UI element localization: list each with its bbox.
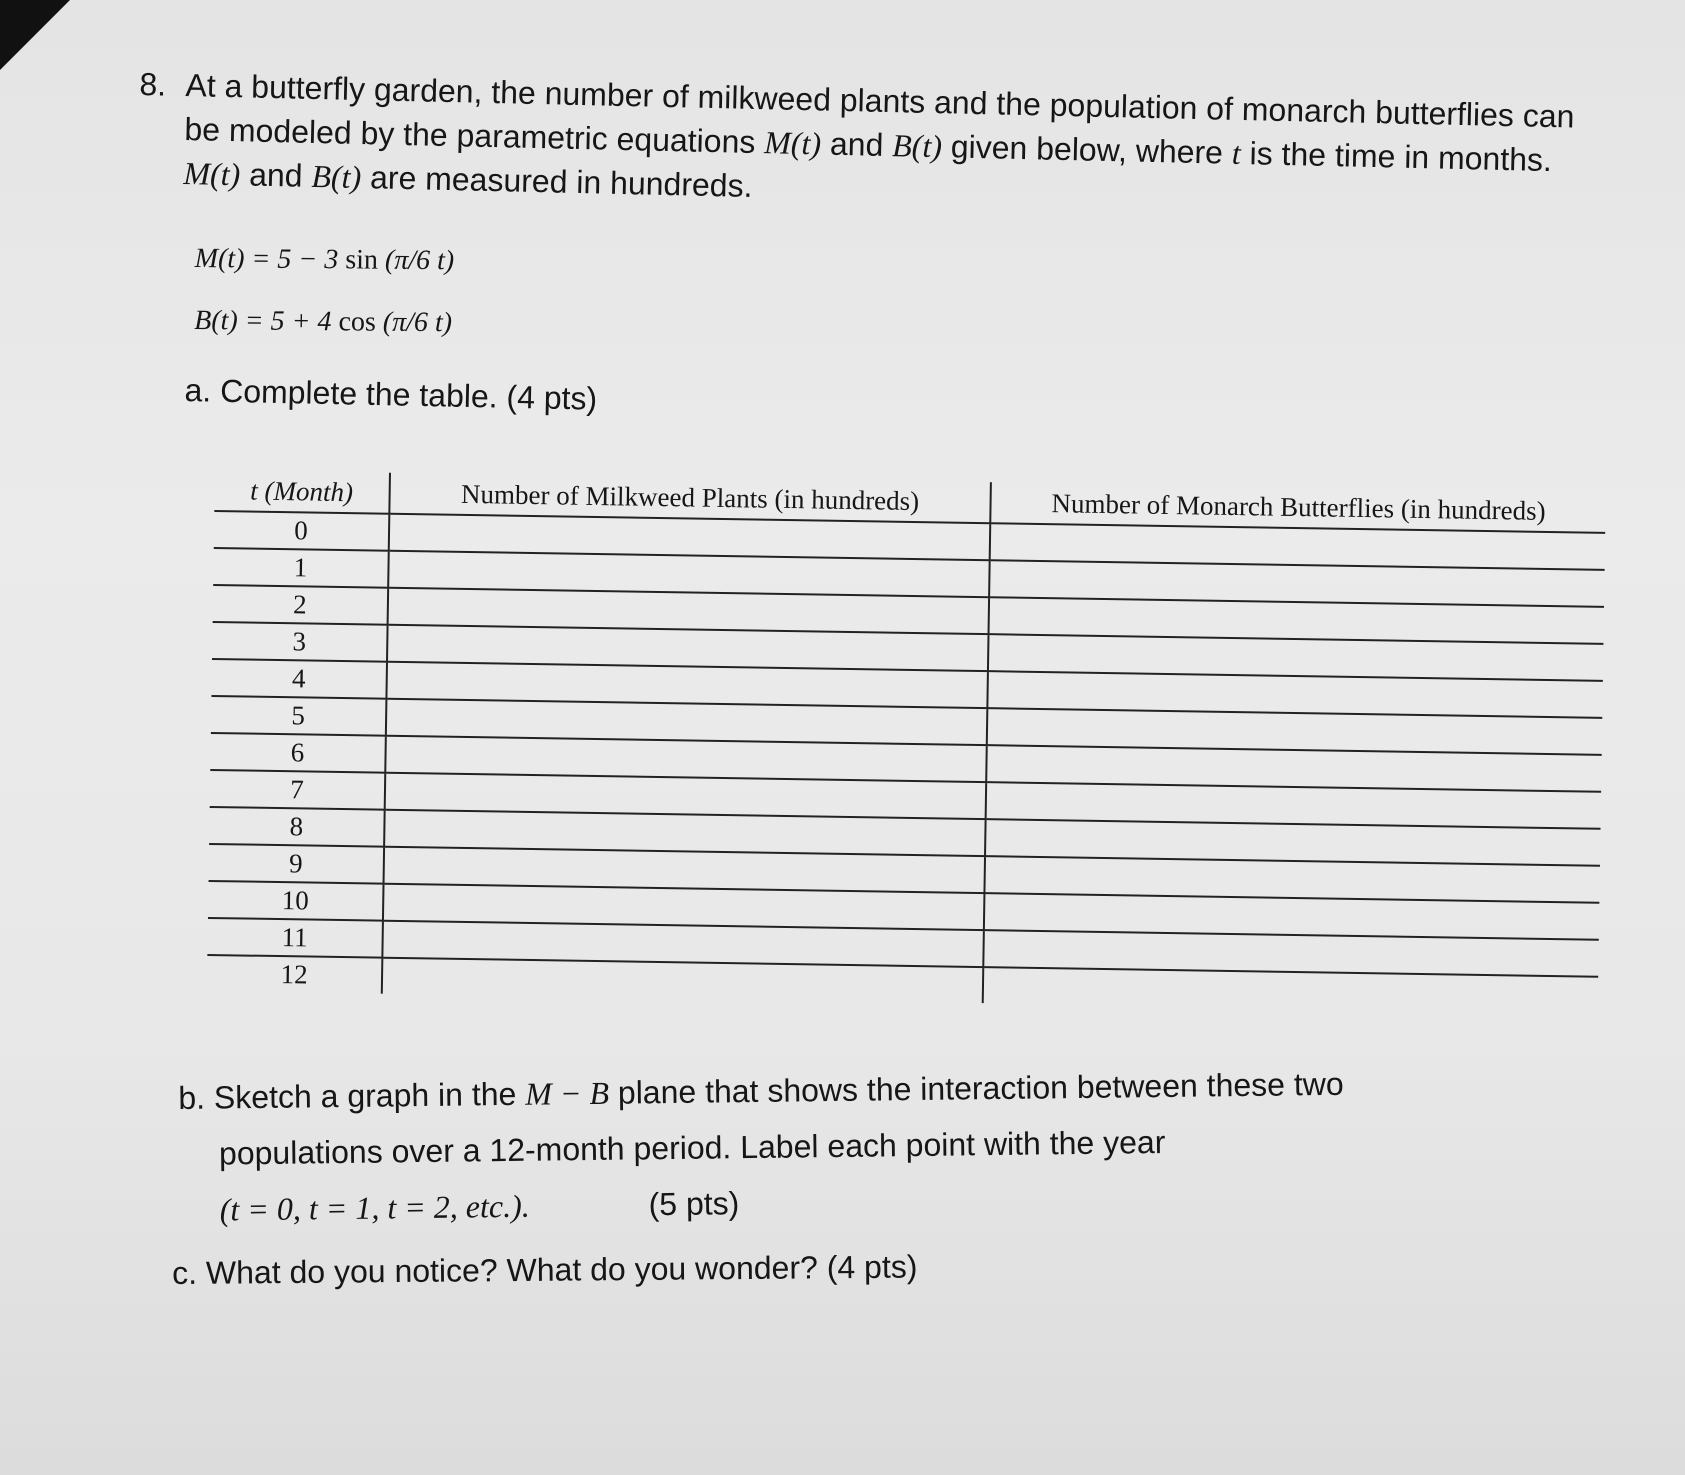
month-cell: 4 bbox=[211, 659, 387, 699]
header-month: t (Month) bbox=[214, 470, 390, 514]
month-cell: 5 bbox=[211, 696, 387, 736]
header-butterflies: Number of Monarch Butterflies (in hundreds) bbox=[990, 482, 1606, 533]
where-word: where bbox=[1135, 132, 1224, 171]
and-word: and bbox=[829, 125, 884, 163]
month-cell: 2 bbox=[213, 585, 389, 625]
question-number: 8. bbox=[139, 65, 167, 103]
given-below: given below, bbox=[950, 128, 1128, 169]
time-description: is the time in months. bbox=[1249, 135, 1553, 179]
month-cell: 10 bbox=[208, 881, 384, 921]
measured-in-hundreds: are measured in hundreds. bbox=[369, 159, 753, 204]
part-b-line1: b. Sketch a graph in the M − B plane that shows the interaction between these two bbox=[178, 1065, 1344, 1116]
data-table bbox=[207, 470, 1606, 1013]
intro-text: At a butterfly garden, the number of milkweed plants and the population of monarch butterflies can be modeled by the parametric equations bbox=[184, 67, 1575, 160]
month-cell: 8 bbox=[209, 807, 385, 847]
corner-shadow bbox=[0, 0, 70, 70]
t-variable: t bbox=[1231, 134, 1242, 171]
func-b: B(t) bbox=[891, 127, 943, 165]
func-m: M(t) bbox=[763, 124, 822, 162]
question-text bbox=[183, 63, 1610, 227]
equation-b: B(t) = 5 + 4 cos (π/6 t) bbox=[194, 304, 453, 339]
month-cell: 6 bbox=[210, 733, 386, 773]
func-m-2: M(t) bbox=[183, 155, 241, 193]
part-b bbox=[178, 1056, 1345, 1238]
func-b-2: B(t) bbox=[311, 157, 362, 196]
header-milkweed: Number of Milkweed Plants (in hundreds) bbox=[389, 473, 991, 523]
equations bbox=[194, 228, 455, 354]
month-cell: 0 bbox=[214, 511, 390, 551]
part-b-points: (5 pts) bbox=[648, 1185, 740, 1223]
month-cell: 3 bbox=[212, 622, 388, 662]
equation-m: M(t) = 5 − 3 sin (π/6 t) bbox=[194, 242, 455, 277]
part-b-line3: (t = 0, t = 1, t = 2, etc.). (5 pts) bbox=[219, 1185, 740, 1228]
and-word-2: and bbox=[248, 156, 304, 194]
mb-plane: M − B bbox=[524, 1074, 610, 1112]
question-header bbox=[137, 62, 1610, 227]
month-cell: 1 bbox=[213, 548, 389, 588]
month-cell: 9 bbox=[209, 844, 385, 884]
month-cell: 11 bbox=[207, 918, 383, 958]
part-a-label: a. Complete the table. (4 pts) bbox=[184, 372, 598, 417]
month-cell: 12 bbox=[207, 955, 383, 994]
part-c-label: c. What do you notice? What do you wonder? (4 pts) bbox=[172, 1248, 918, 1291]
part-b-line2: populations over a 12-month period. Label each point with the year bbox=[218, 1123, 1166, 1172]
month-cell: 7 bbox=[210, 770, 386, 810]
